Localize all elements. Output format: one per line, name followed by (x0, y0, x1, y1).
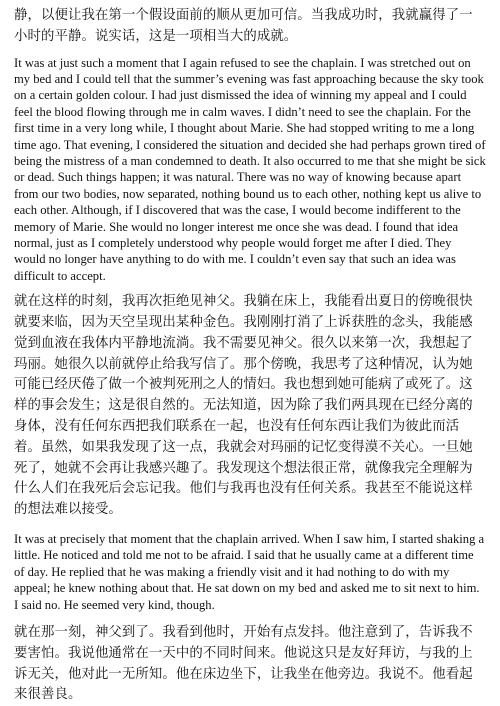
paragraph-zh-chaplain-arrived: 就在那一刻，神父到了。我看到他时，开始有点发抖。他注意到了，告诉我不要害怕。我说他通常在一天中的不同时间来。他说这只是友好拜访，与我的上诉无关，他对此一无所知。他在床边坐下，让我坐在他旁边。我说不。他看起来很善良。 (14, 625, 473, 703)
paragraph-zh-intro: 静，以便让我在第一个假设面前的顺从更加可信。当我成功时，我就赢得了一小时的平静。说实话，这是一项相当大的成就。 (14, 8, 473, 44)
paragraph-en-chaplain-refused: It was at just such a moment that I again refused to see the chaplain. I was stretched out on my bed and I could tell that the summer’s evening was fast approaching because the sky took on a certain golden colour. I had just dismissed the idea of winning my appeal and I could feel the blood flowing through me in calm waves. I didn’t need to see the chaplain. For the first time in a very long while, I thought about Marie. She had stopped writing to me a long time ago. That evening, I considered the situation and decided she had perhaps grown tired of being the mistress of a man condemned to death. It also occurred to me that she might be sick or dead. Such things happen; it was natural. There was no way of knowing because apart from our two bodies, now separated, nothing bound us to each other, nothing kept us alive to each other. Although, if I discovered that was the case, I would become indifferent to the memory of Marie. She would no longer interest me once she was dead. I found that idea normal, just as I completely understood why people would forget me after I died. They would no longer have anything to do with me. I couldn’t even say that such an idea was difficult to accept. (14, 55, 486, 283)
paragraph-en-chaplain-arrived: It was at precisely that moment that the chaplain arrived. When I saw him, I started shaking a little. He noticed and told me not to be afraid. I said that he usually came at a different time of day. He replied that he was making a friendly visit and it had nothing to do with my appeal; he knew nothing about that. He sat down on my bed and asked me to sit next to him. I said no. He seemed very kind, though. (14, 532, 485, 612)
paragraph-zh-chaplain-refused: 就在这样的时刻，我再次拒绝见神父。我躺在床上，我能看出夏日的傍晚很快就要来临，因为天空呈现出某种金色。我刚刚打消了上诉获胜的念头，我能感觉到血液在我体内平静地流淌。我不需要见神父。很久以来第一次，我想起了玛丽。她很久以前就停止给我写信了。那个傍晚，我思考了这种情况，认为她可能已经厌倦了做一个被判死刑之人的情妇。我也想到她可能病了或死了。这样的事会发生；这是很自然的。无法知道，因为除了我们两具现在已经分离的身体，没有任何东西把我们联系在一起，也没有任何东西让我们为彼此而活着。虽然，如果我发现了这一点，我就会对玛丽的记忆变得漠不关心。一旦她死了，她就不会再让我感兴趣了。我发现这个想法很正常，就像我完全理解为什么人们在我死后会忘记我。他们与我再也没有任何关系。我甚至不能说这样的想法难以接受。 (14, 294, 473, 518)
